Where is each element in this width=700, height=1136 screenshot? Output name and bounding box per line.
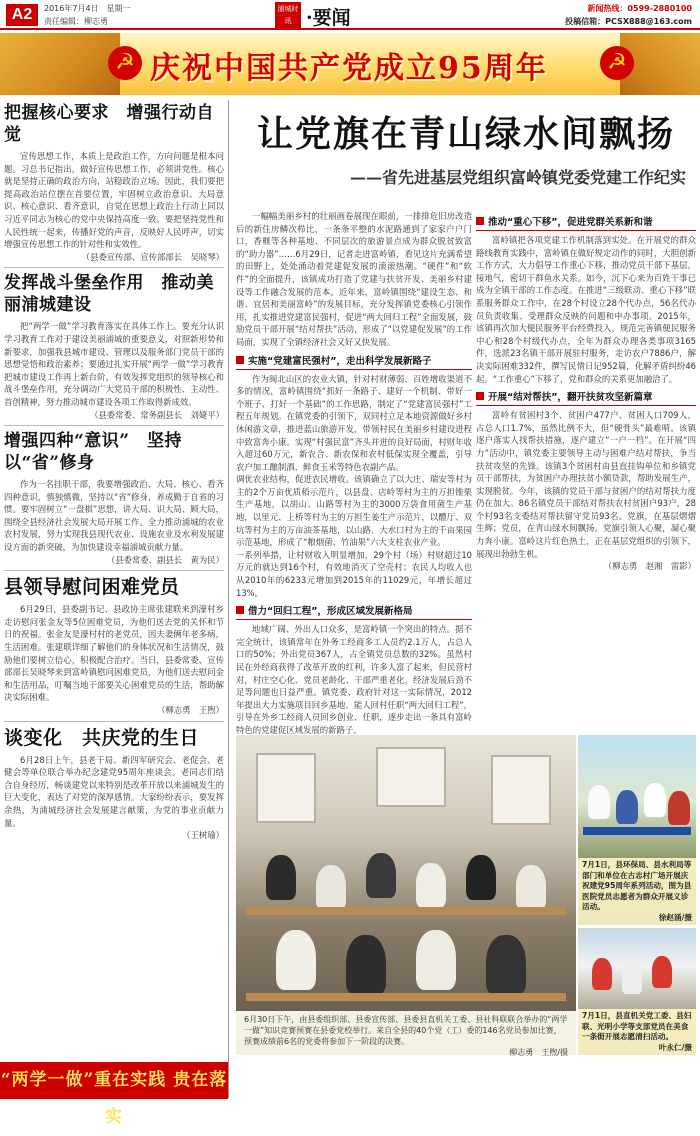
slogan-footer: “两学一做”重在实践 贵在落实 — [0, 1062, 228, 1099]
person — [592, 958, 612, 990]
article-byline: （县委宣传部、宣传部部长 吴晓琴） — [81, 251, 224, 262]
responsible-editor: 责任编辑：柳志勇 — [44, 17, 108, 26]
page-header — [0, 0, 700, 30]
section-body: 地域广阔、外出人口众多，是富岭镇一个突出的特点。据不完全统计，该镇常年在外务工经商多工人员约2.1万人，占总人口的50%；外出党员367人，占全镇党员总数的32%。虽然村民在外经商获得了改革开放的红利，许多人富了起来，但民营村对，村庄空心化、党员老龄化、干部严重老化，经济发展后劲不足等问题也日益严重。镇党委、政府针对这一实际情况，2012年提出大力实施项目回乡基地、能人回村任职“两大回归工程”，引导在外乡工经商人员回乡创业、任职，逐步走出一条具有富岭特色的党建促区域发展的新路子。 — [236, 624, 472, 735]
window — [376, 747, 446, 807]
table — [583, 827, 691, 835]
caption-text: 7月1日，县直机关党工委、县妇联、光明小学等支部党员在美食一条街开展志愿清扫活动。 — [582, 1011, 692, 1041]
photo-caption — [236, 1011, 576, 1055]
article-title: 发挥战斗堡垒作用 推动美丽浦城建设 — [4, 273, 214, 316]
person — [346, 935, 386, 995]
section-marker-icon — [476, 392, 484, 400]
person — [622, 962, 642, 994]
caption-text: 7月1日，县环保局、县水利局等部门和单位在古志村广场开展庆祝建党95周年系列活动，图为县医院党员志愿者为群众开展义诊活动。 — [582, 860, 692, 911]
article-title: 把握核心要求 增强行动自觉 — [4, 103, 214, 145]
person — [652, 956, 672, 988]
divider — [4, 267, 224, 268]
main-story-column-1 — [236, 210, 472, 735]
cleanup-volunteer-photo — [578, 928, 696, 1055]
section-title: 开展“结对帮扶”，翻开扶贫攻坚新篇章 — [488, 392, 653, 404]
section-marker-icon — [236, 606, 244, 614]
person — [516, 865, 546, 910]
hammer-sickle-icon: ☭ — [600, 46, 634, 80]
divider — [4, 425, 224, 426]
photo-caption — [578, 1009, 696, 1055]
divider — [4, 570, 224, 571]
article-body: 把“两学一做”学习教育落实在具体工作上。要充分认识学习教育工作对于建设美丽浦城的重要意义，对照新形势和新要求，加强我县城市建设、管理以及服务部门党员干部的思想觉悟和政治素养；要通过扎实开展“两学一做”学习教育把城市建设工作再上新台阶，有效发挥党组织的领导核心和战斗堡垒作用，充分调动广大党员干部的积极性、主动性、首创精神，努力推动城市建设各项工作取得新成效。 — [4, 321, 224, 407]
person — [466, 855, 496, 900]
article-body: 宣传思想工作，本质上是政治工作，方向问题是根本问题。习总书记指出，做好宣传思想工作，必须讲党性。核心就是坚持正确的政治方向，站稳政治立场。因此，我们要把提高政治站位摆在首要位置，牢固树立政治意识、大局意识、核心意识、看齐意识，自觉在思想上政治上行动上同以习近平同志为核心的党中央保持高度一致。要把坚持党性和人民性统一起来，传播好党的声音，反映好人民呼声，切实增强宣传思想工作的针对性和实效性。 — [4, 151, 224, 250]
person — [668, 791, 690, 825]
section-body: 富岭有贫困村3个、贫困户477户、贫困人口709人，占总人口1.7%，虽然比例不大，但“硬骨头”最难啃。该镇逐户落实人找帮扶措施，逐户建立“一户一档”。在开展“四力”活动中，镇党委主要领导主动与困难户结对帮扶，争当扶贫攻坚的先锋。该镇3个贫困村由县直挂钩单位和乡镇党员干部帮扶，为贫困户办理扶贫小额贷款，帮助发展生产，实现脱贫。今年，该镇的党员干部与贫困户的结对帮扶力度仍在加大。86名镇党员干部结对帮扶农村贫困户93户，28个村93名支委结对帮扶留守党员93名。党旗，在基层熠熠生辉；党员，在青山绿水间飘扬。党旗引领人心聚，凝心聚力奔小康。富岭这片红色热土，正在基层党组织的引领下，展现出勃勃生机。 — [476, 410, 696, 559]
left-column — [4, 100, 224, 1060]
person — [486, 935, 526, 995]
person — [616, 790, 638, 824]
section-title: ·要闻 — [306, 7, 351, 29]
person — [316, 865, 346, 910]
section-heading — [476, 214, 696, 231]
story-intro: 一幅幅美丽乡村的壮丽画卷展现在眼前，一排排危旧房改造后的新住房鳞次栉比，一条条平整的水泥路通到了家家户户门口，香榧等各种基地、不同层次的旅游景点成为群众脱贫致富的“助力器”……6月29日，记者走进富岭镇，看见这片充满希望的田野上，处处涌动着党建促发展的滚滚热潮。“硬件”和“软件”的全面提升，该镇成功打造了党建与扶贫开发、美丽乡村建设等工作融合发展的范本。近年来，富岭镇围绕“建设生态、和谐、宜居和美丽富岭”的发展目标，充分发挥镇党委核心引领作用，扎实推进党建富民强村，促进“两大回归工程”全面发展，鼓励党员干部开展“结对帮扶”活动，形成了“以党建促发展”的工作局面，实现了全镇经济社会又好又快发展。 — [236, 211, 472, 347]
article-body: 6月28日上午，县老干局、新四军研究会、老促会、老健会等单位联合举办纪念建党95周年座谈会。老同志们结合自身经历，畅谈建党以来特别是改革开放以来浦城发生的巨大变化，表达了对党的深厚感情。大家纷纷表示，要发挥余热，为浦城经济社会发展建言献策，为党的事业贡献力量。 — [4, 754, 224, 828]
person — [644, 783, 666, 817]
desk-row — [246, 993, 566, 1001]
article — [4, 575, 224, 716]
section-heading — [236, 353, 472, 370]
anniversary-banner — [0, 33, 700, 95]
divider — [4, 721, 224, 722]
article — [4, 272, 224, 421]
main-story-header — [236, 100, 696, 208]
article-byline: （王树瑜） — [182, 830, 224, 841]
brand-badge: 浦城时讯 — [275, 2, 301, 28]
caption-text: 6月30日下午，由县委组织部、县委宣传部、县委县直机关工委、县社科联联合举办的“两学一做”知识竞赛预赛在县委党校举行。来自全县的40个党（工）委的146名党员参加比赛，预赛成绩前6名的党委将参加下一阶段的决赛。 — [244, 1015, 568, 1046]
article — [4, 430, 224, 566]
window — [256, 753, 316, 823]
article-byline: （柳志勇 赵湘 雷影） — [603, 561, 696, 572]
section-marker-icon — [236, 356, 244, 364]
photo-credit: 柳志勇 王煦/摄 — [509, 1048, 568, 1057]
article-body: 6月29日，县委副书记、县政协主席张建联来到濠村乡走访慰问张金友等5位困难党员，为他们送去党的关怀和节日的祝福。张金友是濠村村的老党员，因夫妻俩年老多病，生活困难。张建联详细了解他们的身体状况和生活情况，鼓励他们要树立信心，积极配合治疗。当日，县委常委、宣传部部长吴晓琴来到富岭镇慰问困难党员，为他们送去慰问金和生活用品，叮嘱当地干部要关心困难党员的生活，帮助解决实际困难。 — [4, 604, 224, 703]
news-hotline: 新闻热线：0599-2880100 — [587, 4, 692, 13]
person — [366, 853, 396, 898]
photo-credit: 徐赵涌/摄 — [658, 912, 692, 922]
great-wall-graphic — [0, 33, 120, 95]
article-body: 作为一名挂职干部，我要增强政治、大局、核心、看齐四种意识，慎独慎微，坚持以“省”修身，养成勤于自省的习惯。要牢固树立“一盘棋”思想，讲大局、识大局、顾大局，围绕全县经济社会发展大局开展工作。全力推动浦城的农业农村发展，努力实现我县现代农业、设施农业及水利发展建设方面的新突破，为加快建设幸福浦城贡献力量。 — [4, 479, 224, 553]
issue-date: 2016年7月4日 星期一 — [44, 4, 131, 13]
section-body: 作为闽北山区的农业大镇，针对村财薄弱、百姓增收渠道不多的情况，富岭镇围绕“抓好一条路子、建好一个机制、带好一个班子、打好一个基础”的工作思路，制定了“党建富民强村”工程五年规划。在镇党委的引领下，双同村立足本地资源做好乡村休闲游文章，推进蓝山旅游开发，带领村民在美丽乡村建设进程中致富奔小康。实现“村强民富”齐头并进的良好局面，村财年收入超过60万元，新农合、新农保和农村低保实现全覆盖，引导农户加工酿制酒、鲜食玉米等特色农副产品。 调优农业结构，促进农民增收。该镇确立了以大庄、瑞安等村为主的2个万亩优质稻示范片，以县盘、店岭等村为主的万担锥栗生产基地，以胡山、山路等村为主的3000万袋食用菌生产基地，以里元、上桥等村为主的万担生姜生产示范片，以醴厅、双坑等村为主的万亩油茶基地，以山路、大水口村为主的千亩果园示范基地，形成了“粮烟菌、竹油果”六大支柱农业产业。 一系列举措，让村财收入明显增加，29个村（场）村财超过10万元的就达到16个村，有效地消灭了空壳村；农民人均收入也从2010年的6233元增加到2015年的11029元，年增长超过13%。 — [236, 373, 472, 598]
article-title: 增强四种“意识” 坚持以“省”修身 — [4, 431, 183, 474]
photo-credit: 叶永仁/摄 — [658, 1042, 692, 1052]
main-headline: 让党旗在青山绿水间飘扬 — [256, 113, 675, 155]
article-byline: （县委常委、副县长 黄为民） — [106, 554, 224, 565]
section-title: 借力“回归工程”，形成区域发展新格局 — [248, 606, 413, 618]
person — [416, 863, 446, 908]
section-heading — [476, 389, 696, 406]
person — [276, 930, 316, 990]
article-title: 县领导慰问困难党员 — [4, 576, 180, 599]
person — [266, 855, 296, 900]
person — [416, 930, 456, 990]
article — [4, 726, 224, 842]
article-byline: （柳志勇 王煦） — [157, 705, 224, 715]
section-marker-icon — [476, 217, 484, 225]
section-body: 富岭镇把各项党建工作机制落到实处。在开展党的群众路线教育实践中，富岭镇在做好规定动作的同时，大胆创新工作方式，大力倡导工作重心下移，推动党员干部下基层，接地气，密切干群鱼水关系。如今，沉下心来为百姓干事已成为全镇干部的工作态度。在推进“三级联动、重心下移”联系服务群众工作中，在28个村设立28个代办点，56名代办员负责收集、受理群众反映的问题和申办事项。2015年，该镇再次加大便民服务平台经费投入，规范完善镇便民服务中心和28个村级代办点，全年为群众办理各类事项3165件，选派23名镇干部开展驻村服务，走访农户7886户，解决实际困难332件，撰写民情日记952篇，化解矛盾纠纷46起。“工作重心”下移了，党和群众的关系更加融洽了。 — [476, 235, 696, 384]
column-divider — [228, 100, 229, 1098]
section-title: 实施“党建富民强村”，走出科学发展新路子 — [248, 355, 432, 367]
section-title: 推动“重心下移”，促进党群关系新和谐 — [488, 217, 653, 228]
article — [4, 102, 224, 263]
submission-email[interactable]: 投稿信箱：PCSX888@163.com — [565, 17, 692, 26]
banner-title: 庆祝中国共产党成立95周年 — [150, 51, 548, 86]
main-subheadline: ——省先进基层党组织富岭镇党委党建工作纪实 — [349, 168, 686, 187]
main-story-column-2 — [476, 210, 696, 730]
hammer-sickle-icon: ☭ — [108, 46, 142, 80]
photo-caption — [578, 858, 696, 925]
person — [588, 785, 610, 819]
window — [491, 755, 551, 825]
page-number: A2 — [6, 4, 38, 26]
section-heading — [236, 603, 472, 620]
volunteer-clinic-photo — [578, 735, 696, 925]
article-byline: （县委常委、常务副县长 刘婕平） — [90, 409, 224, 420]
article-title: 谈变化 共庆党的生日 — [4, 726, 200, 749]
desk-row — [246, 907, 566, 915]
quiz-competition-photo — [236, 735, 576, 1055]
